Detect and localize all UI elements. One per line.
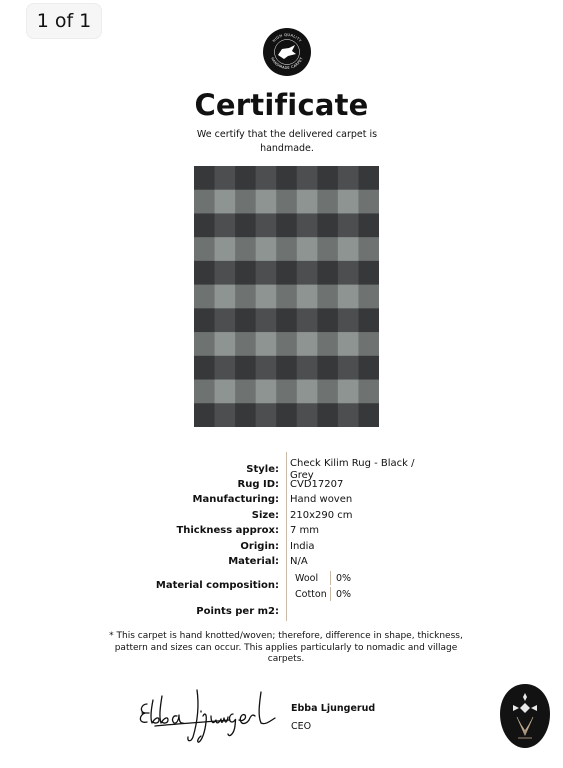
points-label: Points per m2: bbox=[196, 606, 279, 617]
svg-text:HANDMADE CARPET: HANDMADE CARPET bbox=[270, 56, 304, 71]
composition-name: Wool bbox=[295, 573, 319, 584]
rug-id-label: Rug ID: bbox=[237, 479, 279, 490]
composition-label: Material composition: bbox=[155, 580, 279, 591]
style-value: Check Kilim Rug - Black / Grey bbox=[290, 458, 415, 481]
manufacturing-value: Hand woven bbox=[290, 494, 353, 505]
composition-item bbox=[295, 573, 318, 584]
composition-divider bbox=[330, 571, 331, 585]
composition-percent: 0% bbox=[336, 573, 352, 584]
manufacturing-label: Manufacturing: bbox=[192, 494, 279, 505]
certificate-title: Certificate bbox=[194, 88, 369, 122]
specs-divider bbox=[286, 452, 287, 621]
composition-item bbox=[295, 589, 327, 600]
composition-percent: 0% bbox=[336, 589, 352, 600]
signer-title: CEO bbox=[291, 721, 312, 732]
rug-id-value: CVD17207 bbox=[290, 479, 344, 490]
svg-text:HIGH QUALITY: HIGH QUALITY bbox=[271, 32, 303, 44]
quality-seal-logo bbox=[262, 27, 312, 77]
material-label: Material: bbox=[228, 556, 279, 567]
style-label: Style: bbox=[246, 464, 279, 475]
thickness-value: 7 mm bbox=[290, 525, 320, 536]
size-value: 210x290 cm bbox=[290, 510, 353, 521]
material-value: N/A bbox=[290, 556, 308, 567]
signature-image bbox=[135, 682, 280, 747]
size-label: Size: bbox=[251, 510, 279, 521]
composition-name: Cotton bbox=[295, 589, 327, 600]
brand-logo bbox=[499, 683, 551, 749]
rug-image bbox=[194, 166, 379, 427]
origin-label: Origin: bbox=[240, 541, 279, 552]
disclaimer-text: * This carpet is hand knotted/woven; therefore, difference in shape, thickness, pattern and sizes can occur. This applies particularly to nomadic and village carpets. bbox=[109, 631, 463, 664]
origin-value: India bbox=[290, 541, 315, 552]
certificate-subtitle: We certify that the delivered carpet is handmade. bbox=[196, 129, 378, 154]
composition-divider bbox=[330, 587, 331, 601]
page-indicator: 1 of 1 bbox=[26, 3, 102, 39]
thickness-label: Thickness approx: bbox=[176, 525, 279, 536]
signer-name: Ebba Ljungerud bbox=[291, 703, 376, 714]
